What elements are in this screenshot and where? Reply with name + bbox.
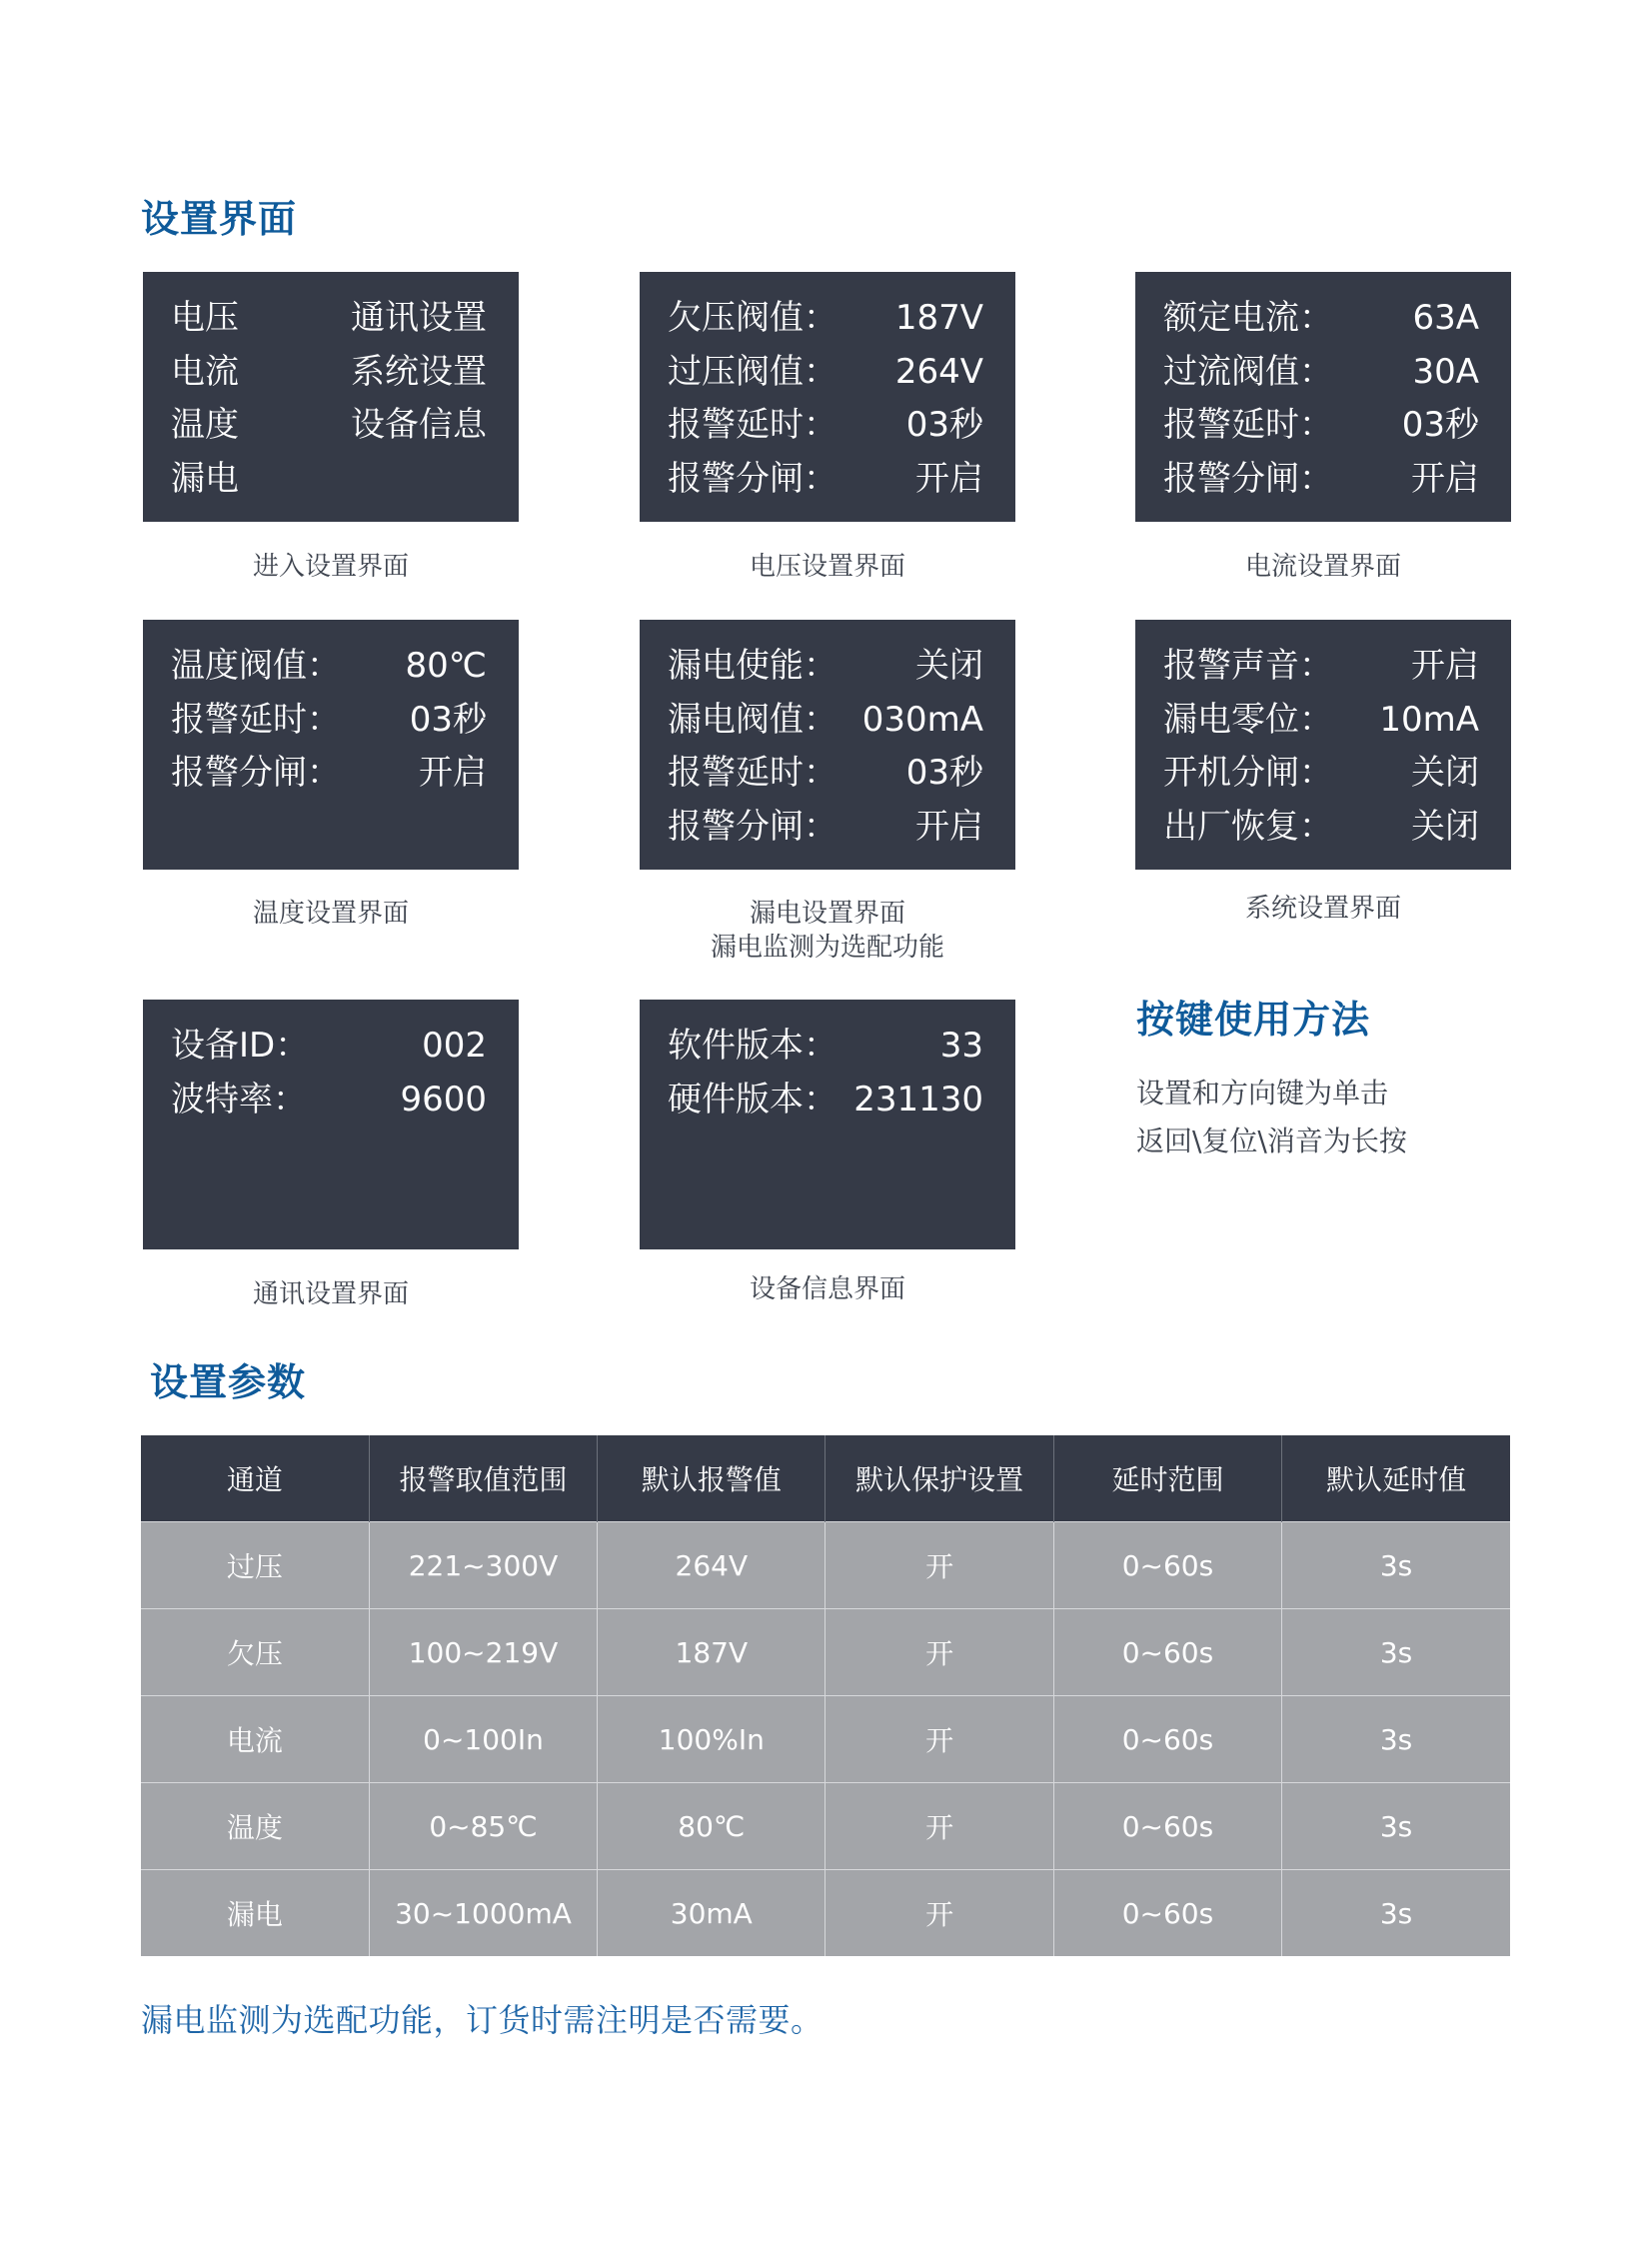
params-header-cell: 通道 bbox=[141, 1435, 369, 1522]
device-info-caption: 设备信息界面 bbox=[749, 1274, 905, 1304]
table-cell: 欠压 bbox=[141, 1609, 369, 1696]
table-cell: 漏电 bbox=[141, 1870, 369, 1957]
panel-label: 软件版本： bbox=[668, 1026, 837, 1066]
panel-value: 设备信息 bbox=[351, 405, 487, 445]
table-cell: 30mA bbox=[598, 1870, 826, 1957]
table-cell: 开 bbox=[826, 1696, 1053, 1783]
leakage-settings-caption bbox=[640, 897, 1015, 965]
panel-row bbox=[1163, 399, 1479, 453]
panel-value: 187V bbox=[894, 298, 983, 338]
panel-row bbox=[171, 346, 487, 400]
table-row bbox=[141, 1783, 1510, 1870]
device-info-panel bbox=[640, 1000, 1015, 1249]
table-cell: 3s bbox=[1282, 1522, 1510, 1609]
panel-label: 报警延时： bbox=[1163, 405, 1333, 445]
settings-ui-heading: 设置界面 bbox=[141, 197, 298, 241]
table-row bbox=[141, 1609, 1510, 1696]
panel-label: 波特率： bbox=[171, 1079, 307, 1120]
voltage-settings-panel bbox=[640, 272, 1015, 522]
table-row bbox=[141, 1522, 1510, 1609]
params-header-cell: 默认延时值 bbox=[1282, 1435, 1510, 1522]
panel-row bbox=[668, 292, 983, 346]
panel-label: 漏电使能： bbox=[668, 646, 837, 686]
panel-label: 报警延时： bbox=[171, 699, 341, 740]
panel-value: 03秒 bbox=[409, 699, 487, 740]
footnote: 漏电监测为选配功能，订货时需注明是否需要。 bbox=[141, 2001, 824, 2039]
panel-label: 报警分闸： bbox=[171, 753, 341, 793]
panel-value: 开启 bbox=[419, 753, 487, 793]
panel-row bbox=[171, 1020, 487, 1074]
key-usage-line2: 返回\复位\消音为长按 bbox=[1136, 1124, 1407, 1157]
panel-value: 系统设置 bbox=[351, 351, 487, 392]
params-header-cell: 报警取值范围 bbox=[369, 1435, 597, 1522]
comm-settings-panel bbox=[143, 1000, 519, 1249]
panel-value: 03秒 bbox=[905, 753, 983, 793]
table-cell: 3s bbox=[1282, 1783, 1510, 1870]
panel-row bbox=[171, 747, 487, 801]
panel-row bbox=[1163, 640, 1479, 694]
table-cell: 3s bbox=[1282, 1696, 1510, 1783]
panel-row bbox=[668, 453, 983, 507]
panel-label: 漏电阀值： bbox=[668, 699, 837, 740]
table-cell: 开 bbox=[826, 1783, 1053, 1870]
panel-value: 开启 bbox=[1411, 646, 1479, 686]
table-cell: 30~1000mA bbox=[369, 1870, 597, 1957]
panel-label: 报警延时： bbox=[668, 753, 837, 793]
panel-value: 33 bbox=[939, 1026, 983, 1066]
leakage-caption-line2: 漏电监测为选配功能 bbox=[710, 933, 944, 963]
panel-row bbox=[171, 640, 487, 694]
table-cell: 3s bbox=[1282, 1870, 1510, 1957]
table-cell: 开 bbox=[826, 1870, 1053, 1957]
panel-value: 63A bbox=[1412, 298, 1479, 338]
panel-row bbox=[171, 399, 487, 453]
system-settings-panel bbox=[1135, 620, 1511, 870]
panel-value: 80℃ bbox=[405, 646, 487, 686]
panel-value: 10mA bbox=[1379, 699, 1479, 740]
table-cell: 开 bbox=[826, 1609, 1053, 1696]
panel-row bbox=[668, 694, 983, 748]
key-usage-heading: 按键使用方法 bbox=[1136, 998, 1371, 1042]
voltage-settings-caption: 电压设置界面 bbox=[749, 552, 905, 582]
panel-row bbox=[668, 640, 983, 694]
table-cell: 温度 bbox=[141, 1783, 369, 1870]
panel-value: 030mA bbox=[861, 699, 983, 740]
panel-value: 关闭 bbox=[1411, 753, 1479, 793]
panel-value: 9600 bbox=[400, 1079, 487, 1120]
panel-label: 开机分闸： bbox=[1163, 753, 1333, 793]
table-cell: 0~60s bbox=[1053, 1870, 1281, 1957]
key-usage-line1: 设置和方向键为单击 bbox=[1136, 1077, 1389, 1110]
panel-row bbox=[1163, 292, 1479, 346]
panel-value: 03秒 bbox=[1401, 405, 1479, 445]
panel-value: 开启 bbox=[915, 806, 983, 847]
panel-row bbox=[171, 453, 487, 507]
panel-label: 报警延时： bbox=[668, 405, 837, 445]
leakage-settings-panel bbox=[640, 620, 1015, 870]
panel-row bbox=[1163, 453, 1479, 507]
table-cell: 0~60s bbox=[1053, 1522, 1281, 1609]
table-cell: 过压 bbox=[141, 1522, 369, 1609]
params-header-cell: 默认保护设置 bbox=[826, 1435, 1053, 1522]
panel-label: 漏电零位： bbox=[1163, 699, 1333, 740]
temperature-settings-caption: 温度设置界面 bbox=[252, 899, 409, 929]
params-heading: 设置参数 bbox=[150, 1360, 307, 1404]
panel-value: 002 bbox=[422, 1026, 487, 1066]
table-cell: 221~300V bbox=[369, 1522, 597, 1609]
table-cell: 0~100In bbox=[369, 1696, 597, 1783]
table-cell: 100%In bbox=[598, 1696, 826, 1783]
panel-value: 231130 bbox=[853, 1079, 983, 1120]
table-cell: 80℃ bbox=[598, 1783, 826, 1870]
panel-value: 开启 bbox=[1411, 458, 1479, 499]
panel-value: 开启 bbox=[915, 458, 983, 499]
panel-value: 通讯设置 bbox=[351, 298, 487, 338]
current-settings-panel bbox=[1135, 272, 1511, 522]
panel-label: 欠压阀值： bbox=[668, 298, 837, 338]
panel-label: 电流 bbox=[171, 351, 239, 392]
panel-value: 关闭 bbox=[915, 646, 983, 686]
params-table bbox=[141, 1435, 1510, 1956]
panel-row bbox=[668, 1020, 983, 1074]
comm-settings-caption: 通讯设置界面 bbox=[252, 1279, 409, 1309]
params-header-row bbox=[141, 1435, 1510, 1522]
params-header-cell: 延时范围 bbox=[1053, 1435, 1281, 1522]
panel-label: 设备ID： bbox=[171, 1026, 310, 1066]
panel-row bbox=[1163, 747, 1479, 801]
table-row bbox=[141, 1696, 1510, 1783]
table-cell: 0~85℃ bbox=[369, 1783, 597, 1870]
panel-label: 报警分闸： bbox=[668, 458, 837, 499]
table-cell: 3s bbox=[1282, 1609, 1510, 1696]
panel-row bbox=[171, 694, 487, 748]
panel-label: 硬件版本： bbox=[668, 1079, 837, 1120]
panel-label: 报警声音： bbox=[1163, 646, 1333, 686]
panel-value: 264V bbox=[894, 351, 983, 392]
system-settings-caption: 系统设置界面 bbox=[1244, 894, 1401, 924]
panel-row bbox=[668, 399, 983, 453]
panel-label: 温度阀值： bbox=[171, 646, 341, 686]
panel-row bbox=[668, 747, 983, 801]
panel-row bbox=[171, 1074, 487, 1127]
panel-label: 额定电流： bbox=[1163, 298, 1333, 338]
panel-row bbox=[1163, 346, 1479, 400]
table-cell: 0~60s bbox=[1053, 1609, 1281, 1696]
current-settings-caption: 电流设置界面 bbox=[1244, 552, 1401, 582]
enter-settings-panel bbox=[143, 272, 519, 522]
panel-label: 温度 bbox=[171, 405, 239, 445]
leakage-caption-line1: 漏电设置界面 bbox=[749, 899, 905, 929]
panel-label: 过压阀值： bbox=[668, 351, 837, 392]
panel-label: 报警分闸： bbox=[668, 806, 837, 847]
panel-row bbox=[171, 292, 487, 346]
panel-row bbox=[1163, 801, 1479, 855]
temperature-settings-panel bbox=[143, 620, 519, 870]
table-cell: 开 bbox=[826, 1522, 1053, 1609]
table-cell: 264V bbox=[598, 1522, 826, 1609]
panel-value: 30A bbox=[1412, 351, 1479, 392]
panel-label: 电压 bbox=[171, 298, 239, 338]
panel-row bbox=[668, 801, 983, 855]
table-cell: 100~219V bbox=[369, 1609, 597, 1696]
table-cell: 0~60s bbox=[1053, 1783, 1281, 1870]
panel-value: 关闭 bbox=[1411, 806, 1479, 847]
panel-label: 报警分闸： bbox=[1163, 458, 1333, 499]
table-row bbox=[141, 1870, 1510, 1957]
panel-label: 过流阀值： bbox=[1163, 351, 1333, 392]
table-cell: 187V bbox=[598, 1609, 826, 1696]
panel-value: 03秒 bbox=[905, 405, 983, 445]
panel-row bbox=[668, 1074, 983, 1127]
panel-label: 漏电 bbox=[171, 458, 239, 499]
enter-settings-caption: 进入设置界面 bbox=[252, 552, 409, 582]
params-header-cell: 默认报警值 bbox=[598, 1435, 826, 1522]
table-cell: 0~60s bbox=[1053, 1696, 1281, 1783]
panel-label: 出厂恢复： bbox=[1163, 806, 1333, 847]
table-cell: 电流 bbox=[141, 1696, 369, 1783]
panel-row bbox=[1163, 694, 1479, 748]
panel-row bbox=[668, 346, 983, 400]
